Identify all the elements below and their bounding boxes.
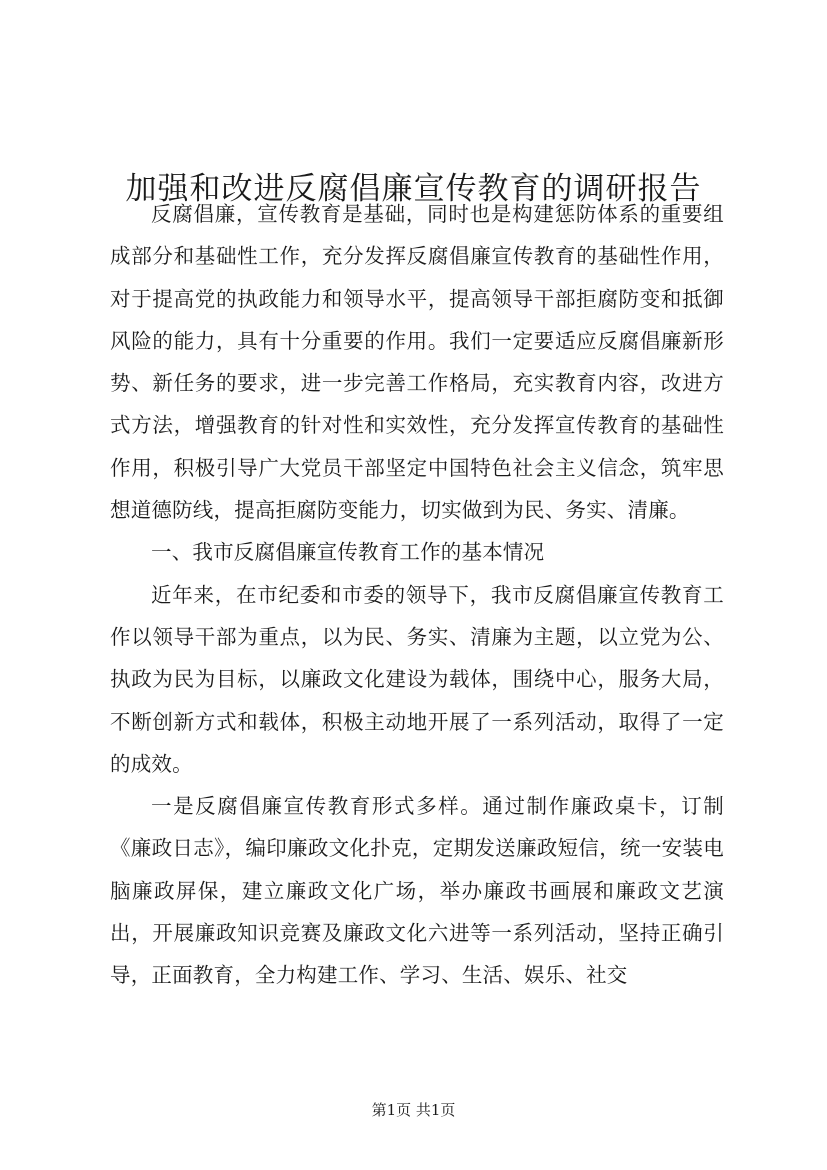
document-title: 加强和改进反腐倡廉宣传教育的调研报告 — [125, 170, 702, 207]
section-heading: 一、我市反腐倡廉宣传教育工作的基本情况 — [151, 540, 545, 565]
paragraph-point-one: 一是反腐倡廉宣传教育形式多样。通过制作廉政桌卡，订制《廉政日志》，编印廉政文化扑克，定期发送廉政短信，统一安装电脑廉政屏保，建立廉政文化广场，举办廉政书画展和廉政文艺演出，开展廉政知识竞赛及廉政文化六进等一系列活动，坚持正确引导，正面教育，全力构建工作、学习、生活、娱乐、社交 — [110, 794, 724, 988]
page-footer: 第1页 共1页 — [371, 1101, 456, 1119]
paragraph-intro: 反腐倡廉，宣传教育是基础，同时也是构建惩防体系的重要组成部分和基础性工作，充分发挥反腐倡廉宣传教育的基础性作用，对于提高党的执政能力和领导水平，提高领导干部拒腐防变和抵御风险的能力，具有十分重要的作用。我们一定要适应反腐倡廉新形势、新任务的要求，进一步完善工作格局，充实教育内容，改进方式方法，增强教育的针对性和实效性，充分发挥宣传教育的基础性作用，积极引导广大党员干部坚定中国特色社会主义信念，筑牢思想道德防线，提高拒腐防变能力，切实做到为民、务实、清廉。 — [110, 202, 724, 523]
document-body — [110, 193, 724, 997]
paragraph-overview: 近年来，在市纪委和市委的领导下，我市反腐倡廉宣传教育工作以领导干部为重点，以为民、务实、清廉为主题，以立党为公、执政为民为目标，以廉政文化建设为载体，围绕中心，服务大局，不断创新方式和载体，积极主动地开展了一系列活动，取得了一定的成效。 — [110, 582, 724, 776]
